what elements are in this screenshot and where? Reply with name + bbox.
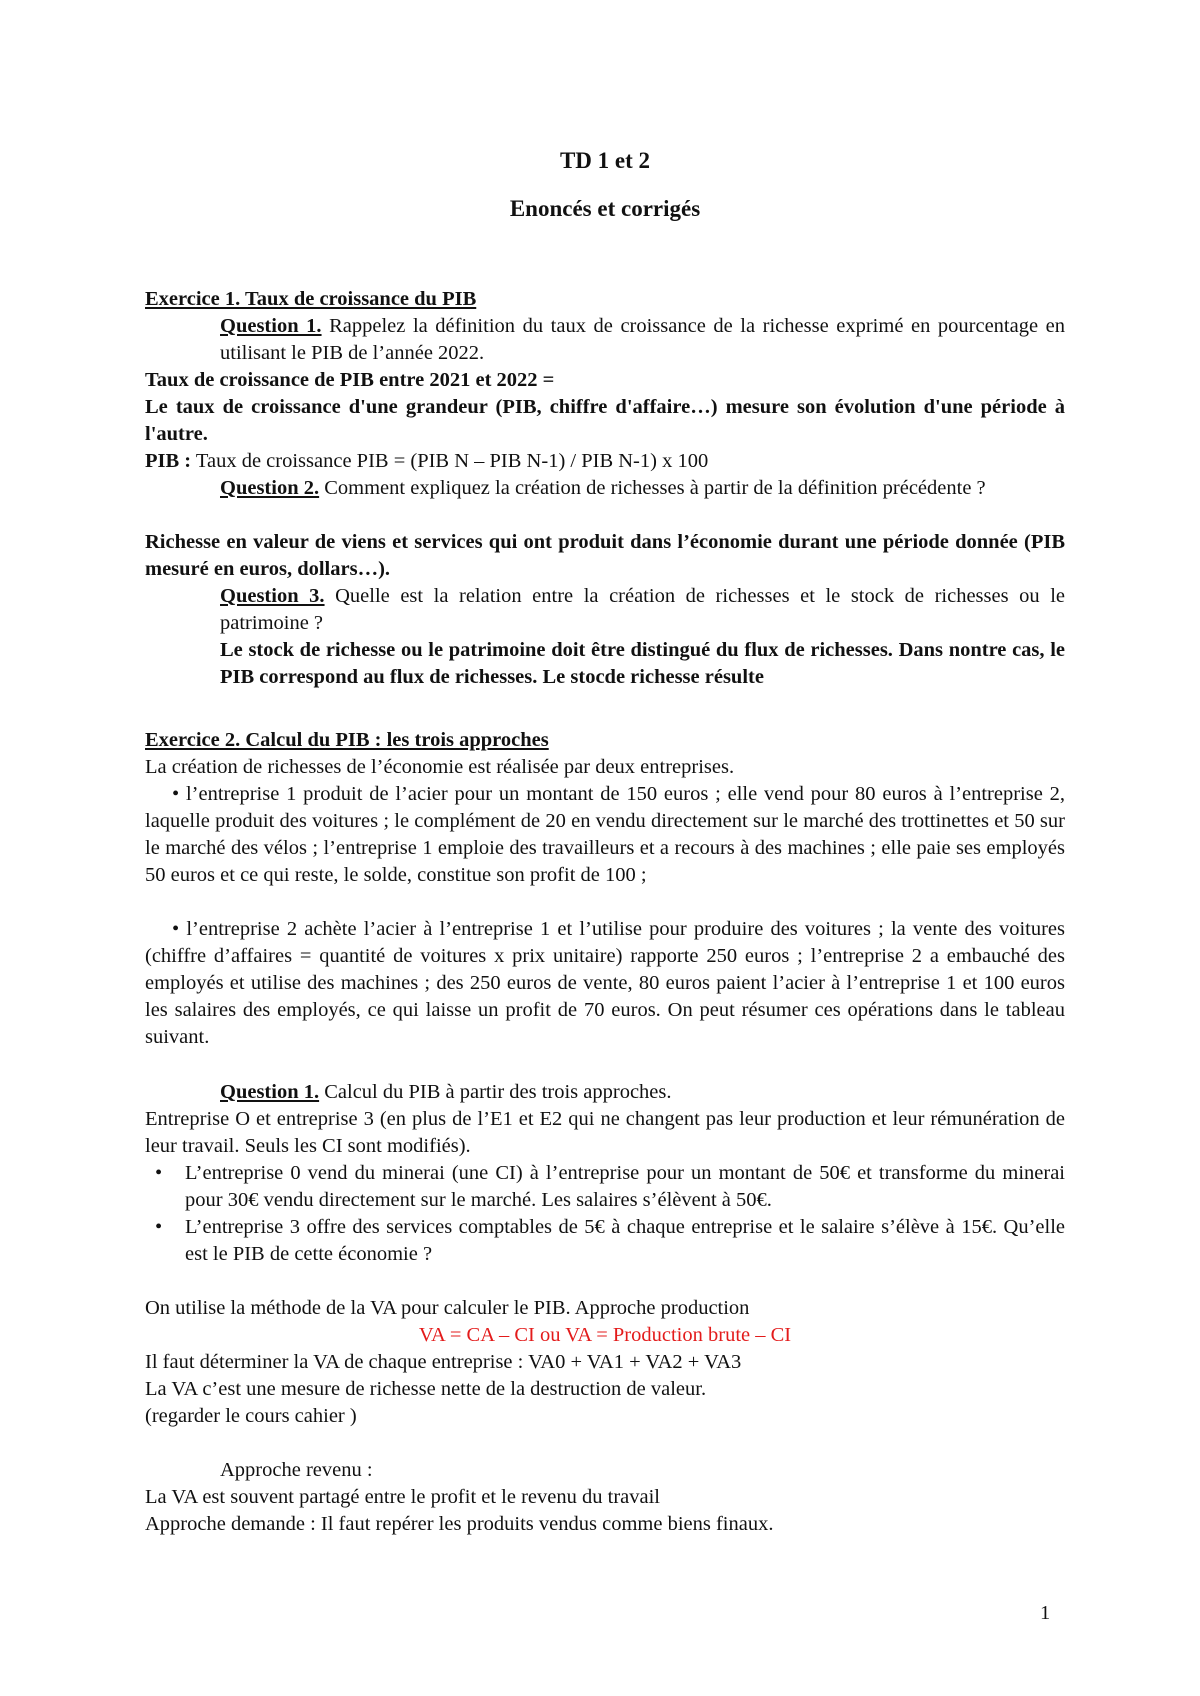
question-label: Question 1. xyxy=(220,315,322,337)
method-line: On utilise la méthode de la VA pour calculer le PIB. Approche production xyxy=(145,1297,750,1319)
va-definition: La VA c’est une mesure de richesse nette de la destruction de valeur. xyxy=(145,1378,707,1400)
exercise-1-question-3 xyxy=(145,583,1065,637)
document-title: TD 1 et 2 xyxy=(559,148,651,173)
enterprises-intro: Entreprise O et entreprise 3 (en plus de l’E1 et E2 qui ne changent pas leur production et leur rémunération de leur travail. Seuls les CI sont modifiés). xyxy=(145,1108,1065,1157)
list-item: • L’entreprise 3 offre des services comptables de 5€ à chaque entreprise et le salaire s’élève à 15€. Qu’elle est le PIB de cette économie ? xyxy=(185,1214,1065,1268)
question-text: Rappelez la définition du taux de croissance de la richesse exprimé en pourcentage en utilisant le PIB de l’année 2022. xyxy=(220,315,1065,364)
enterprise-1-paragraph xyxy=(145,781,1065,889)
enterprises-list xyxy=(145,1160,1065,1268)
exercise-2-question-1 xyxy=(145,1079,1065,1106)
enterprise-1-text: • l’entreprise 1 produit de l’acier pour un montant de 150 euros ; elle vend pour 80 euros à l’entreprise 2, laquelle produit des voitures ; le complément de 20 en vendu directement sur le marché des trottinettes et 50 sur le marché des vélos ; l’entreprise 1 emploie des travailleurs et a recours à des machines ; elle paie ses employés 50 euros et ce qui reste, le solde, constitue son profit de 100 ; xyxy=(145,783,1065,886)
document-subtitle: Enoncés et corrigés xyxy=(509,196,701,221)
pib-formula: Taux de croissance PIB = (PIB N – PIB N-1) / PIB N-1) x 100 xyxy=(191,450,709,472)
question-text: Quelle est la relation entre la création de richesses et le stock de richesses ou le patrimoine ? xyxy=(220,585,1065,634)
page-number: 1 xyxy=(1040,1602,1051,1624)
exercise-1-heading xyxy=(145,286,1065,313)
exercise-2-heading-text: Exercice 2. Calcul du PIB : les trois approches xyxy=(145,729,549,751)
question-text: Comment expliquez la création de richesses à partir de la définition précédente ? xyxy=(319,477,986,499)
approche-revenu-text: La VA est souvent partagé entre le profit et le revenu du travail xyxy=(145,1486,660,1508)
approche-revenu-label: Approche revenu : xyxy=(220,1459,373,1481)
exercise-1-question-1 xyxy=(145,313,1065,367)
va-formula: VA = CA – CI ou VA = Production brute – CI xyxy=(418,1324,792,1346)
answer-1-heading: Taux de croissance de PIB entre 2021 et 2022 = xyxy=(145,369,555,391)
approche-demande-text: Approche demande : Il faut repérer les produits vendus comme biens finaux. xyxy=(145,1513,774,1535)
pib-label: PIB : xyxy=(145,450,192,472)
exercise-2-heading xyxy=(145,727,1065,754)
answer-2-text: Richesse en valeur de viens et services qui ont produit dans l’économie durant une période donnée (PIB mesuré en euros, dollars…). xyxy=(145,531,1065,580)
question-label: Question 2. xyxy=(220,477,320,499)
question-label: Question 3. xyxy=(220,585,325,607)
question-label: Question 1. xyxy=(220,1081,320,1103)
enterprise-2-text: • l’entreprise 2 achète l’acier à l’entreprise 1 et l’utilise pour produire des voitures ; la vente des voitures (chiffre d’affaires = quantité de voitures x prix unitaire) rapporte 250 euros ; l’entreprise 2 a embauché des employés et utilise des machines ; des 250 euros de vente, 80 euros paient l’acier à l’entreprise 1 et 100 euros les salaires des employés, ce qui laisse un profit de 70 euros. On peut résumer ces opérations dans le tableau suivant. xyxy=(145,918,1065,1048)
answer-3-text: Le stock de richesse ou le patrimoine doit être distingué du flux de richesses. Dans nontre cas, le PIB correspond au flux de richesses. Le stocde richesse résulte xyxy=(220,639,1065,688)
exercise-1-heading-text: Exercice 1. Taux de croissance du PIB xyxy=(145,288,477,310)
cours-note: (regarder le cours cahier ) xyxy=(145,1405,357,1427)
question-text: Calcul du PIB à partir des trois approches. xyxy=(319,1081,672,1103)
va-sum-line: Il faut déterminer la VA de chaque entreprise : VA0 + VA1 + VA2 + VA3 xyxy=(145,1351,742,1373)
answer-1-text: Le taux de croissance d'une grandeur (PIB, chiffre d'affaire…) mesure son évolution d'une période à l'autre. xyxy=(145,396,1065,445)
pib-formula-line xyxy=(145,448,1065,475)
exercise-1-question-2 xyxy=(145,475,1065,502)
enterprise-2-paragraph xyxy=(145,916,1065,1051)
exercise-2-intro: La création de richesses de l’économie est réalisée par deux entreprises. xyxy=(145,756,735,778)
list-item: • L’entreprise 0 vend du minerai (une CI) à l’entreprise pour un montant de 50€ et transforme du minerai pour 30€ vendu directement sur le marché. Les salaires s’élèvent à 50€. xyxy=(185,1160,1065,1214)
